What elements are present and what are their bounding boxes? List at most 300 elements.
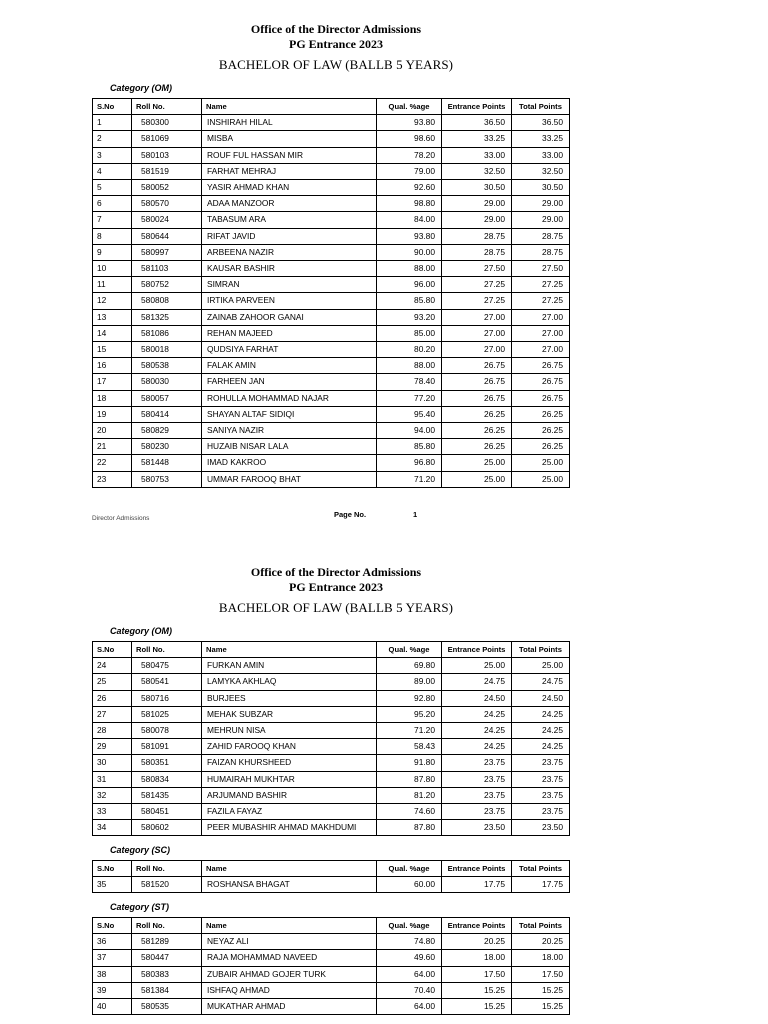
roll-cell: 580057 <box>132 390 202 406</box>
col-total-header: Total Points <box>512 642 570 658</box>
name-cell: ROUF FUL HASSAN MIR <box>202 147 377 163</box>
table-row <box>93 966 570 982</box>
exam-title: PG Entrance 2023 <box>289 37 383 51</box>
sno-cell: 36 <box>93 934 132 950</box>
qual-cell: 64.00 <box>377 966 442 982</box>
col-total-header: Total Points <box>512 99 570 115</box>
name-cell: FURKAN AMIN <box>202 658 377 674</box>
table-row <box>93 820 570 836</box>
sno-cell: 1 <box>93 115 132 131</box>
total-cell: 27.00 <box>512 342 570 358</box>
roll-cell: 580602 <box>132 820 202 836</box>
category-label: Category (OM) <box>110 83 173 93</box>
sno-cell: 13 <box>93 309 132 325</box>
total-cell: 32.50 <box>512 163 570 179</box>
col-sno-header: S.No <box>93 642 132 658</box>
col-entrance-header: Entrance Points <box>442 918 512 934</box>
sno-cell: 35 <box>93 877 132 893</box>
entrance-cell: 27.00 <box>442 309 512 325</box>
total-cell: 27.25 <box>512 277 570 293</box>
roll-cell: 580078 <box>132 723 202 739</box>
entrance-cell: 25.00 <box>442 658 512 674</box>
roll-cell: 581091 <box>132 739 202 755</box>
entrance-cell: 24.50 <box>442 690 512 706</box>
col-qual-header: Qual. %age <box>377 642 442 658</box>
qual-cell: 88.00 <box>377 261 442 277</box>
qual-cell: 87.80 <box>377 771 442 787</box>
table-row <box>93 455 570 471</box>
name-cell: MEHAK SUBZAR <box>202 706 377 722</box>
table-row <box>93 423 570 439</box>
sno-cell: 12 <box>93 293 132 309</box>
roll-cell: 580834 <box>132 771 202 787</box>
qual-cell: 70.40 <box>377 982 442 998</box>
table-row <box>93 293 570 309</box>
qual-cell: 89.00 <box>377 674 442 690</box>
table-row <box>93 212 570 228</box>
table-row <box>93 196 570 212</box>
name-cell: MEHRUN NISA <box>202 723 377 739</box>
qual-cell: 81.20 <box>377 787 442 803</box>
name-cell: ARJUMAND BASHIR <box>202 787 377 803</box>
entrance-cell: 33.00 <box>442 147 512 163</box>
entrance-cell: 17.50 <box>442 966 512 982</box>
course-title: BACHELOR OF LAW (BALLB 5 YEARS) <box>218 600 454 615</box>
roll-cell: 581519 <box>132 163 202 179</box>
entrance-cell: 25.00 <box>442 455 512 471</box>
entrance-cell: 17.75 <box>442 877 512 893</box>
table-row <box>93 999 570 1015</box>
sno-cell: 31 <box>93 771 132 787</box>
total-cell: 24.50 <box>512 690 570 706</box>
entrance-cell: 20.25 <box>442 934 512 950</box>
name-cell: SANIYA NAZIR <box>202 423 377 439</box>
col-entrance-header: Entrance Points <box>442 99 512 115</box>
sno-cell: 23 <box>93 471 132 487</box>
name-cell: HUZAIB NISAR LALA <box>202 439 377 455</box>
entrance-cell: 29.00 <box>442 196 512 212</box>
total-cell: 27.25 <box>512 293 570 309</box>
entrance-cell: 26.25 <box>442 423 512 439</box>
table-row <box>93 658 570 674</box>
sno-cell: 10 <box>93 261 132 277</box>
office-title: Office of the Director Admissions <box>250 565 422 579</box>
total-cell: 28.75 <box>512 244 570 260</box>
qual-cell: 93.20 <box>377 309 442 325</box>
name-cell: IRTIKA PARVEEN <box>202 293 377 309</box>
name-cell: ISHFAQ AHMAD <box>202 982 377 998</box>
entrance-cell: 24.25 <box>442 739 512 755</box>
table-row <box>93 147 570 163</box>
table-row <box>93 739 570 755</box>
entrance-cell: 24.25 <box>442 723 512 739</box>
sno-cell: 29 <box>93 739 132 755</box>
name-cell: BURJEES <box>202 690 377 706</box>
roll-cell: 581325 <box>132 309 202 325</box>
col-name-header: Name <box>202 642 377 658</box>
sno-cell: 39 <box>93 982 132 998</box>
entrance-cell: 30.50 <box>442 180 512 196</box>
sno-cell: 4 <box>93 163 132 179</box>
name-cell: QUDSIYA FARHAT <box>202 342 377 358</box>
qual-cell: 58.43 <box>377 739 442 755</box>
category-label: Category (OM) <box>110 626 173 636</box>
total-cell: 25.00 <box>512 471 570 487</box>
category-label: Category (SC) <box>110 845 171 855</box>
table-row <box>93 471 570 487</box>
name-cell: MISBA <box>202 131 377 147</box>
entrance-cell: 23.75 <box>442 804 512 820</box>
total-cell: 27.00 <box>512 309 570 325</box>
roll-cell: 581069 <box>132 131 202 147</box>
name-cell: SIMRAN <box>202 277 377 293</box>
col-qual-header: Qual. %age <box>377 861 442 877</box>
roll-cell: 580447 <box>132 950 202 966</box>
col-roll-header: Roll No. <box>132 918 202 934</box>
qual-cell: 98.80 <box>377 196 442 212</box>
table-row <box>93 358 570 374</box>
roll-cell: 581448 <box>132 455 202 471</box>
entrance-cell: 18.00 <box>442 950 512 966</box>
entrance-cell: 23.75 <box>442 771 512 787</box>
roll-cell: 580451 <box>132 804 202 820</box>
name-cell: FARHAT MEHRAJ <box>202 163 377 179</box>
table-row <box>93 244 570 260</box>
table-row <box>93 115 570 131</box>
table-row <box>93 131 570 147</box>
entrance-cell: 26.25 <box>442 406 512 422</box>
qual-cell: 93.80 <box>377 115 442 131</box>
col-qual-header: Qual. %age <box>377 99 442 115</box>
entrance-cell: 27.00 <box>442 342 512 358</box>
entrance-cell: 27.00 <box>442 325 512 341</box>
qual-cell: 95.20 <box>377 706 442 722</box>
name-cell: NEYAZ ALI <box>202 934 377 950</box>
name-cell: LAMYKA AKHLAQ <box>202 674 377 690</box>
total-cell: 23.75 <box>512 755 570 771</box>
qual-cell: 74.60 <box>377 804 442 820</box>
exam-title: PG Entrance 2023 <box>289 580 383 594</box>
roll-cell: 580753 <box>132 471 202 487</box>
total-cell: 24.25 <box>512 739 570 755</box>
roll-cell: 581289 <box>132 934 202 950</box>
qual-cell: 71.20 <box>377 471 442 487</box>
col-sno-header: S.No <box>93 918 132 934</box>
sno-cell: 3 <box>93 147 132 163</box>
name-cell: RAJA MOHAMMAD NAVEED <box>202 950 377 966</box>
table-header-row <box>93 861 570 877</box>
roll-cell: 581086 <box>132 325 202 341</box>
qual-cell: 96.80 <box>377 455 442 471</box>
table-row <box>93 674 570 690</box>
total-cell: 15.25 <box>512 999 570 1015</box>
sno-cell: 21 <box>93 439 132 455</box>
total-cell: 25.00 <box>512 455 570 471</box>
entrance-cell: 23.75 <box>442 755 512 771</box>
qual-cell: 85.00 <box>377 325 442 341</box>
name-cell: YASIR AHMAD KHAN <box>202 180 377 196</box>
roll-cell: 581025 <box>132 706 202 722</box>
footer-director: Director Admissions <box>92 515 150 522</box>
table-row <box>93 787 570 803</box>
table-row <box>93 771 570 787</box>
table-header-row <box>93 99 570 115</box>
col-roll-header: Roll No. <box>132 99 202 115</box>
entrance-cell: 15.25 <box>442 982 512 998</box>
total-cell: 26.75 <box>512 390 570 406</box>
roll-cell: 581384 <box>132 982 202 998</box>
col-name-header: Name <box>202 918 377 934</box>
total-cell: 26.75 <box>512 358 570 374</box>
name-cell: RIFAT JAVID <box>202 228 377 244</box>
sno-cell: 9 <box>93 244 132 260</box>
total-cell: 24.75 <box>512 674 570 690</box>
sno-cell: 34 <box>93 820 132 836</box>
name-cell: KAUSAR BASHIR <box>202 261 377 277</box>
sno-cell: 18 <box>93 390 132 406</box>
qual-cell: 74.80 <box>377 934 442 950</box>
total-cell: 23.75 <box>512 771 570 787</box>
table-row <box>93 277 570 293</box>
name-cell: ZAINAB ZAHOOR GANAI <box>202 309 377 325</box>
roll-cell: 580230 <box>132 439 202 455</box>
name-cell: IMAD KAKROO <box>202 455 377 471</box>
sno-cell: 38 <box>93 966 132 982</box>
qual-cell: 84.00 <box>377 212 442 228</box>
roll-cell: 580103 <box>132 147 202 163</box>
qual-cell: 85.80 <box>377 293 442 309</box>
roll-cell: 580541 <box>132 674 202 690</box>
col-roll-header: Roll No. <box>132 861 202 877</box>
table-row <box>93 804 570 820</box>
sno-cell: 16 <box>93 358 132 374</box>
name-cell: MUKATHAR AHMAD <box>202 999 377 1015</box>
name-cell: ARBEENA NAZIR <box>202 244 377 260</box>
total-cell: 33.25 <box>512 131 570 147</box>
table-row <box>93 950 570 966</box>
total-cell: 29.00 <box>512 196 570 212</box>
qual-cell: 94.00 <box>377 423 442 439</box>
sno-cell: 11 <box>93 277 132 293</box>
name-cell: SHAYAN ALTAF SIDIQI <box>202 406 377 422</box>
name-cell: FAIZAN KHURSHEED <box>202 755 377 771</box>
qual-cell: 71.20 <box>377 723 442 739</box>
name-cell: INSHIRAH HILAL <box>202 115 377 131</box>
entrance-cell: 36.50 <box>442 115 512 131</box>
qual-cell: 93.80 <box>377 228 442 244</box>
sno-cell: 32 <box>93 787 132 803</box>
table-row <box>93 309 570 325</box>
total-cell: 26.25 <box>512 423 570 439</box>
qual-cell: 77.20 <box>377 390 442 406</box>
entrance-cell: 28.75 <box>442 228 512 244</box>
total-cell: 23.75 <box>512 804 570 820</box>
sno-cell: 14 <box>93 325 132 341</box>
roll-cell: 580829 <box>132 423 202 439</box>
roll-cell: 580538 <box>132 358 202 374</box>
table-row <box>93 180 570 196</box>
total-cell: 27.00 <box>512 325 570 341</box>
table-row <box>93 877 570 893</box>
entrance-cell: 26.25 <box>442 439 512 455</box>
col-entrance-header: Entrance Points <box>442 861 512 877</box>
sno-cell: 2 <box>93 131 132 147</box>
roll-cell: 580052 <box>132 180 202 196</box>
name-cell: TABASUM ARA <box>202 212 377 228</box>
col-sno-header: S.No <box>93 861 132 877</box>
total-cell: 25.00 <box>512 658 570 674</box>
total-cell: 27.50 <box>512 261 570 277</box>
qual-cell: 88.00 <box>377 358 442 374</box>
entrance-cell: 32.50 <box>442 163 512 179</box>
qual-cell: 49.60 <box>377 950 442 966</box>
qual-cell: 79.00 <box>377 163 442 179</box>
qual-cell: 80.20 <box>377 342 442 358</box>
name-cell: ZAHID FAROOQ KHAN <box>202 739 377 755</box>
table-row <box>93 374 570 390</box>
entrance-cell: 24.25 <box>442 706 512 722</box>
office-title: Office of the Director Admissions <box>250 22 422 36</box>
page-number: 1 <box>413 510 418 519</box>
roll-cell: 580475 <box>132 658 202 674</box>
table-row <box>93 163 570 179</box>
entrance-cell: 23.50 <box>442 820 512 836</box>
name-cell: UMMAR FAROOQ BHAT <box>202 471 377 487</box>
merit-table <box>92 860 570 893</box>
qual-cell: 78.20 <box>377 147 442 163</box>
page-label: Page No. <box>334 510 367 519</box>
table-row <box>93 982 570 998</box>
total-cell: 17.75 <box>512 877 570 893</box>
col-qual-header: Qual. %age <box>377 918 442 934</box>
entrance-cell: 27.25 <box>442 277 512 293</box>
roll-cell: 581520 <box>132 877 202 893</box>
qual-cell: 96.00 <box>377 277 442 293</box>
roll-cell: 581103 <box>132 261 202 277</box>
roll-cell: 580716 <box>132 690 202 706</box>
merit-table <box>92 917 570 1015</box>
total-cell: 28.75 <box>512 228 570 244</box>
roll-cell: 580383 <box>132 966 202 982</box>
total-cell: 20.25 <box>512 934 570 950</box>
sno-cell: 17 <box>93 374 132 390</box>
qual-cell: 91.80 <box>377 755 442 771</box>
total-cell: 26.25 <box>512 439 570 455</box>
qual-cell: 85.80 <box>377 439 442 455</box>
table-row <box>93 406 570 422</box>
total-cell: 24.25 <box>512 706 570 722</box>
entrance-cell: 26.75 <box>442 374 512 390</box>
total-cell: 29.00 <box>512 212 570 228</box>
qual-cell: 78.40 <box>377 374 442 390</box>
entrance-cell: 25.00 <box>442 471 512 487</box>
qual-cell: 92.60 <box>377 180 442 196</box>
name-cell: REHAN MAJEED <box>202 325 377 341</box>
sno-cell: 8 <box>93 228 132 244</box>
total-cell: 23.50 <box>512 820 570 836</box>
table-row <box>93 228 570 244</box>
name-cell: FALAK AMIN <box>202 358 377 374</box>
entrance-cell: 15.25 <box>442 999 512 1015</box>
sno-cell: 28 <box>93 723 132 739</box>
total-cell: 26.75 <box>512 374 570 390</box>
qual-cell: 60.00 <box>377 877 442 893</box>
total-cell: 30.50 <box>512 180 570 196</box>
entrance-cell: 27.50 <box>442 261 512 277</box>
total-cell: 23.75 <box>512 787 570 803</box>
roll-cell: 580351 <box>132 755 202 771</box>
total-cell: 36.50 <box>512 115 570 131</box>
total-cell: 18.00 <box>512 950 570 966</box>
table-row <box>93 934 570 950</box>
roll-cell: 580018 <box>132 342 202 358</box>
qual-cell: 69.80 <box>377 658 442 674</box>
sno-cell: 40 <box>93 999 132 1015</box>
table-row <box>93 261 570 277</box>
table-row <box>93 723 570 739</box>
roll-cell: 580808 <box>132 293 202 309</box>
merit-table <box>92 641 570 836</box>
qual-cell: 98.60 <box>377 131 442 147</box>
roll-cell: 580024 <box>132 212 202 228</box>
table-row <box>93 690 570 706</box>
sno-cell: 30 <box>93 755 132 771</box>
entrance-cell: 24.75 <box>442 674 512 690</box>
roll-cell: 580752 <box>132 277 202 293</box>
name-cell: PEER MUBASHIR AHMAD MAKHDUMI <box>202 820 377 836</box>
sno-cell: 6 <box>93 196 132 212</box>
roll-cell: 580300 <box>132 115 202 131</box>
sno-cell: 37 <box>93 950 132 966</box>
qual-cell: 95.40 <box>377 406 442 422</box>
entrance-cell: 33.25 <box>442 131 512 147</box>
table-row <box>93 755 570 771</box>
roll-cell: 580997 <box>132 244 202 260</box>
sno-cell: 24 <box>93 658 132 674</box>
name-cell: FARHEEN JAN <box>202 374 377 390</box>
name-cell: ZUBAIR AHMAD GOJER TURK <box>202 966 377 982</box>
roll-cell: 580570 <box>132 196 202 212</box>
merit-table <box>92 98 570 488</box>
table-row <box>93 390 570 406</box>
sno-cell: 15 <box>93 342 132 358</box>
col-name-header: Name <box>202 99 377 115</box>
entrance-cell: 26.75 <box>442 390 512 406</box>
roll-cell: 580030 <box>132 374 202 390</box>
sno-cell: 5 <box>93 180 132 196</box>
qual-cell: 92.80 <box>377 690 442 706</box>
category-label: Category (ST) <box>110 902 170 912</box>
sno-cell: 19 <box>93 406 132 422</box>
table-row <box>93 325 570 341</box>
total-cell: 24.25 <box>512 723 570 739</box>
col-entrance-header: Entrance Points <box>442 642 512 658</box>
col-sno-header: S.No <box>93 99 132 115</box>
col-name-header: Name <box>202 861 377 877</box>
sno-cell: 33 <box>93 804 132 820</box>
name-cell: ROHULLA MOHAMMAD NAJAR <box>202 390 377 406</box>
sno-cell: 7 <box>93 212 132 228</box>
sno-cell: 22 <box>93 455 132 471</box>
col-total-header: Total Points <box>512 861 570 877</box>
entrance-cell: 26.75 <box>442 358 512 374</box>
entrance-cell: 23.75 <box>442 787 512 803</box>
total-cell: 15.25 <box>512 982 570 998</box>
sno-cell: 26 <box>93 690 132 706</box>
table-header-row <box>93 918 570 934</box>
name-cell: HUMAIRAH MUKHTAR <box>202 771 377 787</box>
total-cell: 26.25 <box>512 406 570 422</box>
